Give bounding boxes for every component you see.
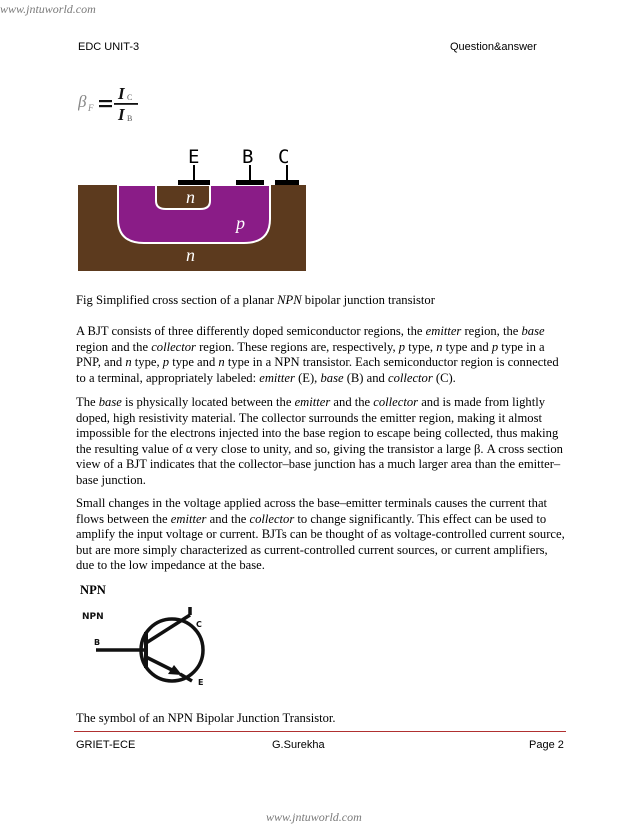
collector-contact (275, 180, 299, 185)
npn-heading: NPN (80, 583, 106, 597)
terminal-c-label: C (278, 146, 290, 168)
formula-num-sub: C (127, 93, 133, 102)
paragraph-base-location: The base is physically located between the emitter and the collector and is made from lightly doped, high resistivity material. The collector surrounds the emitter region, making it almost impossible for the electrons injected into the base region to escape being collected, thus making the resulting value of α very close to unity, and so, giving the transistor a large β. A cross section view of a BJT indicates that the collector–base junction has a much larger area than the emitter–base junction. (76, 395, 563, 487)
watermark-bottom: www.jntuworld.com (266, 810, 362, 824)
terminal-b-label: B (242, 146, 254, 168)
paragraph-bjt-regions: A BJT consists of three differently doped semiconductor regions, the emitter region, the base region and the collector region. These regions are, respectively, p type, n type and p type in a PNP, and n type, p type and n type in a NPN transistor. Each semiconductor region is connected to a terminal, appropriately labeled: emitter (E), base (B) and collector (C). (76, 324, 559, 385)
formula-lhs: β (78, 92, 87, 111)
emitter-n-label: n (186, 187, 195, 207)
terminal-e-label: E (188, 146, 200, 168)
collector-n-label: n (186, 245, 195, 265)
footer-rule (74, 731, 566, 732)
npn-base-label: B (94, 638, 101, 647)
watermark-top: www.jntuworld.com (0, 2, 96, 16)
footer-middle: G.Surekha (272, 739, 325, 751)
emitter-contact (178, 180, 210, 185)
figure-caption: Fig Simplified cross section of a planar NPN bipolar junction transistor (76, 293, 435, 307)
footer-left: GRIET-ECE (76, 739, 136, 751)
npn-emitter-label: E (198, 678, 204, 687)
paragraph-small-changes: Small changes in the voltage applied across the base–emitter terminals causes the current that flows between the emitter and the collector to change significantly. This effect can be used to amplify the input voltage or current. BJTs can be thought of as voltage-controlled current source, but are more simply characterized as current-controlled current sources, or current amplifiers, due to the low impedance at the base. (76, 496, 565, 572)
formula-lhs-sub: F (88, 103, 94, 113)
footer-page-number: Page 2 (529, 739, 564, 751)
formula-den-sub: B (127, 114, 133, 123)
emitter-region (156, 185, 210, 209)
bjt-cross-section (78, 143, 306, 271)
formula-numerator: I (118, 84, 125, 103)
npn-symbol-title: NPN (82, 612, 104, 622)
symbol-caption: The symbol of an NPN Bipolar Junction Transistor. (76, 711, 336, 725)
base-p-label: p (236, 213, 245, 233)
formula-denominator: I (118, 105, 125, 124)
npn-collector-label: C (196, 620, 202, 629)
header-left: EDC UNIT-3 (78, 41, 140, 53)
beta-formula (78, 80, 148, 124)
base-contact (236, 180, 264, 185)
header-right: Question&answer (450, 41, 537, 53)
npn-transistor-symbol (82, 607, 232, 689)
